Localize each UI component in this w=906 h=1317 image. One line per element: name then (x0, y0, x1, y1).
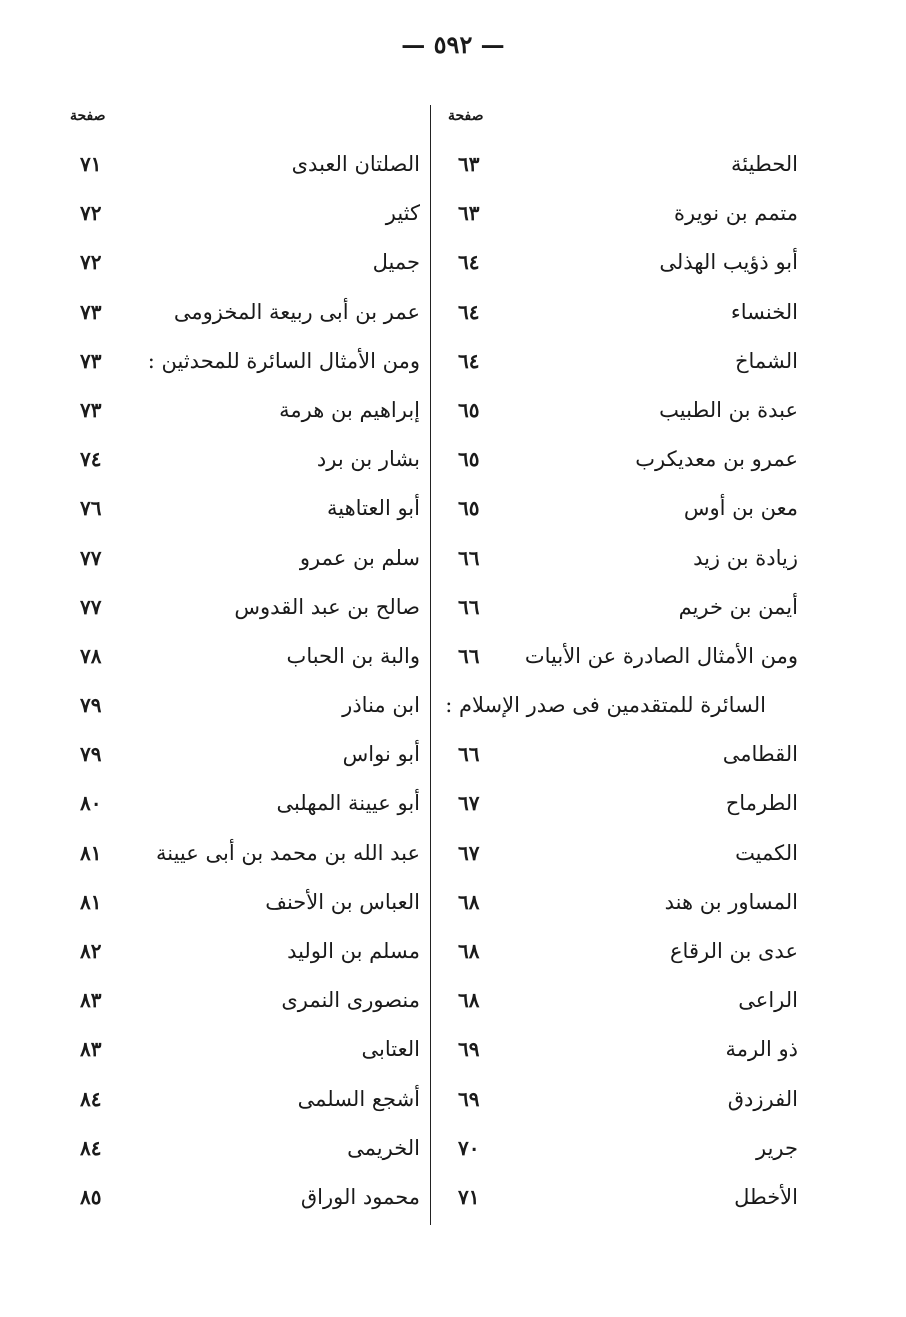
entry-name: عمرو بن معديكرب (635, 447, 798, 472)
entry-page-number: ٧٧ (80, 545, 102, 570)
entry-page-number: ٦٧ (458, 840, 480, 865)
entry-page-number: ٦٦ (458, 643, 480, 668)
entry-name: محمود الوراق (300, 1184, 420, 1209)
entry-page-number: ٨٥ (80, 1184, 102, 1209)
index-entry (70, 435, 420, 484)
entry-name: أبو العتاهية (327, 496, 420, 521)
entry-name: زيادة بن زيد (693, 545, 798, 570)
entry-page-number: ٧٠ (458, 1135, 480, 1160)
index-entry (70, 140, 420, 189)
entry-name: مسلم بن الوليد (287, 939, 420, 963)
entry-name: صالح بن عبد القدوس (234, 594, 420, 619)
entry-page-number: ٧٤ (80, 447, 102, 472)
entry-page-number: ٨٠ (80, 791, 102, 816)
entry-name: الراعى (738, 988, 798, 1013)
entry-page-number: ٨٤ (80, 1086, 102, 1111)
entry-page-number: ٧٧ (80, 594, 102, 619)
entry-page-number: ٨٣ (80, 988, 102, 1013)
index-entry (448, 1025, 798, 1074)
entry-name: الخنساء (730, 299, 798, 324)
entry-page-number: ٧٣ (80, 397, 102, 422)
index-entry (70, 681, 420, 730)
index-entry (448, 976, 798, 1025)
entry-page-number: ٨١ (80, 889, 102, 914)
entry-name: معن بن أوس (683, 496, 798, 521)
entry-name: أشجع السلمى (297, 1086, 420, 1111)
entry-page-number: ٦٥ (458, 447, 480, 472)
index-entry (70, 583, 420, 632)
index-entry (448, 337, 798, 386)
index-entry (448, 1124, 798, 1173)
entry-page-number: ٨١ (80, 840, 102, 865)
entry-page-number: ٦٧ (458, 791, 480, 816)
index-entry (445, 681, 798, 730)
index-entry (70, 829, 420, 878)
entry-page-number: ٨٣ (80, 1037, 102, 1062)
entry-name: سلم بن عمرو (299, 545, 420, 570)
entry-page-number: ٦٩ (458, 1037, 480, 1062)
entry-name: أبو عيينة المهلبى (276, 791, 420, 816)
entry-page-number: ٦٦ (458, 545, 480, 570)
index-entry (70, 386, 420, 435)
entry-page-number: ٦٣ (458, 152, 480, 176)
entry-name: جرير (756, 1135, 798, 1160)
entry-name: الصلتان العبدى (291, 152, 420, 176)
index-entry (70, 189, 420, 238)
entry-name: والبة بن الحباب (286, 643, 420, 668)
entry-name: عدى بن الرقاع (670, 939, 798, 963)
entry-page-number: ٧١ (458, 1184, 480, 1209)
entry-page-number: ٦٤ (458, 250, 480, 275)
entry-page-number: ٦٣ (458, 201, 480, 226)
entry-page-number: ٨٢ (80, 939, 102, 963)
index-entry (448, 534, 798, 583)
entry-name: عبدة بن الطبيب (659, 397, 798, 422)
left-column-header: صفحة (70, 108, 106, 124)
entry-page-number: ٧٩ (80, 742, 102, 767)
entry-name: عبد الله بن محمد بن أبى عيينة (156, 840, 420, 865)
index-entry (448, 927, 798, 976)
entry-page-number: ٨٤ (80, 1135, 102, 1160)
index-entry (448, 435, 798, 484)
entry-page-number: ٦٤ (458, 348, 480, 373)
entry-page-number: ٦٩ (458, 1086, 480, 1111)
entry-name: المساور بن هند (664, 889, 798, 914)
index-entry (448, 238, 798, 287)
entry-name: العتابى (361, 1037, 420, 1062)
entry-name: الأخطل (734, 1184, 798, 1209)
entry-name: الفرزدق (727, 1086, 798, 1111)
right-index-column (445, 140, 798, 1222)
entry-page-number: ٧٨ (80, 643, 102, 668)
index-entry (70, 976, 420, 1025)
entry-name: الخريمى (347, 1135, 420, 1160)
entry-page-number: ٧٣ (80, 299, 102, 324)
index-entry (448, 878, 798, 927)
entry-page-number: ٧٦ (80, 496, 102, 521)
index-entry (448, 386, 798, 435)
entry-page-number: ٧٣ (80, 348, 102, 373)
index-entry (70, 1173, 420, 1222)
entry-page-number: ٧٩ (80, 693, 102, 718)
entry-name: كثير (385, 201, 420, 226)
index-entry (448, 1075, 798, 1124)
entry-name: منصورى النمرى (281, 988, 420, 1013)
index-entry (70, 878, 420, 927)
index-entry (70, 337, 420, 386)
entry-name: أيمن بن خريم (678, 594, 798, 619)
entry-name: السائرة للمتقدمين فى صدر الإسلام : (445, 693, 766, 718)
entry-page-number: ٦٦ (458, 742, 480, 767)
entry-name: عمر بن أبى ربيعة المخزومى (173, 299, 420, 324)
entry-page-number: ٦٨ (458, 988, 480, 1013)
entry-page-number: ٦٤ (458, 299, 480, 324)
entry-name: الشماخ (734, 348, 798, 373)
entry-name: ذو الرمة (725, 1037, 798, 1062)
entry-page-number: ٦٨ (458, 889, 480, 914)
entry-name: ومن الأمثال الصادرة عن الأبيات (524, 643, 798, 668)
entry-name: بشار بن برد (316, 447, 420, 472)
entry-name: القطامى (722, 742, 798, 767)
entry-page-number: ٦٥ (458, 397, 480, 422)
index-entry (70, 484, 420, 533)
entry-name: أبو نواس (342, 742, 420, 767)
index-entry (448, 140, 798, 189)
index-entry (448, 1173, 798, 1222)
index-entry (448, 189, 798, 238)
index-entry (448, 583, 798, 632)
column-divider (430, 105, 431, 1225)
index-entry (70, 779, 420, 828)
entry-page-number: ٧٢ (80, 250, 102, 275)
index-entry (448, 829, 798, 878)
entry-name: جميل (372, 250, 420, 275)
entry-name: أبو ذؤيب الهذلى (659, 250, 798, 275)
index-entry (448, 288, 798, 337)
entry-page-number: ٦٨ (458, 939, 480, 963)
index-entry (448, 484, 798, 533)
entry-name: إبراهيم بن هرمة (279, 397, 420, 422)
entry-name: الكميت (735, 840, 798, 865)
index-entry (70, 238, 420, 287)
entry-page-number: ٧١ (80, 152, 102, 176)
entry-page-number: ٦٦ (458, 594, 480, 619)
index-entry (70, 632, 420, 681)
entry-page-number: ٦٥ (458, 496, 480, 521)
entry-page-number: ٧٢ (80, 201, 102, 226)
entry-name: ابن مناذر (342, 693, 420, 718)
index-entry (448, 779, 798, 828)
entry-name: الطرماح (725, 791, 798, 816)
right-column-header: صفحة (448, 108, 484, 124)
index-entry (70, 927, 420, 976)
index-entry (70, 730, 420, 779)
entry-name: العباس بن الأحنف (265, 889, 420, 914)
index-entry (70, 1124, 420, 1173)
left-index-column (70, 140, 420, 1222)
entry-name: متمم بن نويرة (673, 201, 798, 226)
index-entry (70, 288, 420, 337)
index-entry (70, 1025, 420, 1074)
index-entry (70, 534, 420, 583)
index-entry (448, 632, 798, 681)
entry-name: الحطيئة (731, 152, 798, 176)
page-number: — ٥٩٢ — (401, 30, 505, 59)
index-entry (448, 730, 798, 779)
index-entry (70, 1075, 420, 1124)
entry-name: ومن الأمثال السائرة للمحدثين : (147, 348, 420, 373)
